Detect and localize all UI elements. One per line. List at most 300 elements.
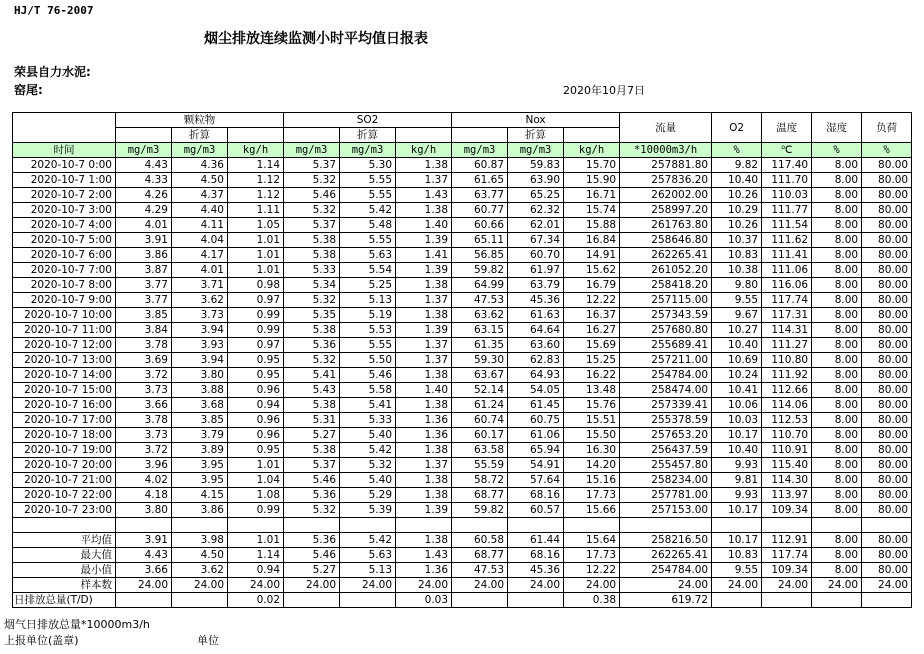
value-cell: 63.67 <box>452 368 508 383</box>
hourly-row-label: 2020-10-7 4:00 <box>13 218 116 233</box>
value-cell: 80.00 <box>862 308 912 323</box>
hourly-row-label: 2020-10-7 5:00 <box>13 233 116 248</box>
value-cell: 8.00 <box>812 218 862 233</box>
value-cell: 10.41 <box>712 383 762 398</box>
empty-cell <box>862 593 912 608</box>
value-cell: 4.43 <box>116 158 172 173</box>
hourly-row-label: 2020-10-7 18:00 <box>13 428 116 443</box>
empty-cell <box>862 518 912 533</box>
hourly-row <box>13 488 912 503</box>
value-cell: 5.31 <box>284 413 340 428</box>
empty-cell <box>508 518 564 533</box>
value-cell: 257781.00 <box>620 488 712 503</box>
value-cell: 3.85 <box>116 308 172 323</box>
value-cell: 10.83 <box>712 548 762 563</box>
so2-blank <box>284 128 340 143</box>
summary-row-label: 最小值 <box>13 563 116 578</box>
value-cell: 5.32 <box>284 293 340 308</box>
hourly-row-label: 2020-10-7 17:00 <box>13 413 116 428</box>
empty-cell <box>712 593 762 608</box>
value-cell: 5.34 <box>284 278 340 293</box>
value-cell: 15.70 <box>564 158 620 173</box>
value-cell: 80.00 <box>862 473 912 488</box>
load-header: 负荷 <box>862 113 912 143</box>
value-cell: 1.11 <box>228 203 284 218</box>
value-cell: 8.00 <box>812 413 862 428</box>
value-cell: 255689.41 <box>620 338 712 353</box>
empty-cell <box>116 593 172 608</box>
value-cell: 10.27 <box>712 323 762 338</box>
value-cell: 3.77 <box>116 293 172 308</box>
value-cell: 5.63 <box>340 548 396 563</box>
value-cell: 0.97 <box>228 293 284 308</box>
unit-cell: mg/m3 <box>284 143 340 158</box>
value-cell: 5.38 <box>284 323 340 338</box>
empty-cell <box>340 593 396 608</box>
value-cell: 63.58 <box>452 443 508 458</box>
nox-blank <box>452 128 508 143</box>
value-cell: 111.77 <box>762 203 812 218</box>
value-cell: 1.37 <box>396 338 452 353</box>
value-cell: 80.00 <box>862 278 912 293</box>
value-cell: 80.00 <box>862 503 912 518</box>
empty-cell <box>396 518 452 533</box>
value-cell: 80.00 <box>862 368 912 383</box>
empty-cell <box>284 593 340 608</box>
summary-row <box>13 533 912 548</box>
value-cell: 80.00 <box>862 293 912 308</box>
hourly-row <box>13 248 912 263</box>
value-cell: 10.17 <box>712 533 762 548</box>
value-cell: 5.46 <box>340 368 396 383</box>
hourly-row-label: 2020-10-7 21:00 <box>13 473 116 488</box>
unit-cell: kg/h <box>228 143 284 158</box>
value-cell: 24.00 <box>172 578 228 593</box>
value-cell: 10.26 <box>712 188 762 203</box>
value-cell: 9.80 <box>712 278 762 293</box>
value-cell: 110.70 <box>762 428 812 443</box>
value-cell: 1.14 <box>228 158 284 173</box>
value-cell: 258234.00 <box>620 473 712 488</box>
value-cell: 1.38 <box>396 398 452 413</box>
value-cell: 1.39 <box>396 323 452 338</box>
value-cell: 3.86 <box>172 503 228 518</box>
value-cell: 1.36 <box>396 563 452 578</box>
value-cell: 0.99 <box>228 503 284 518</box>
value-cell: 8.00 <box>812 488 862 503</box>
empty-cell <box>340 518 396 533</box>
value-cell: 24.00 <box>116 578 172 593</box>
value-cell: 8.00 <box>812 308 862 323</box>
value-cell: 67.34 <box>508 233 564 248</box>
hourly-row <box>13 473 912 488</box>
value-cell: 1.38 <box>396 473 452 488</box>
value-cell: 1.01 <box>228 533 284 548</box>
company-name: 荣县自力水泥: <box>14 65 91 79</box>
value-cell: 45.36 <box>508 293 564 308</box>
value-cell: 109.34 <box>762 503 812 518</box>
value-cell: 10.83 <box>712 248 762 263</box>
value-cell: 114.30 <box>762 473 812 488</box>
value-cell: 15.66 <box>564 503 620 518</box>
value-cell: 257653.20 <box>620 428 712 443</box>
value-cell: 16.30 <box>564 443 620 458</box>
so2-header: SO2 <box>284 113 452 128</box>
report-date: 2020年10月7日 <box>563 84 645 97</box>
value-cell: 80.00 <box>862 443 912 458</box>
value-cell: 8.00 <box>812 248 862 263</box>
empty-cell <box>116 518 172 533</box>
hourly-row-label: 2020-10-7 19:00 <box>13 443 116 458</box>
hourly-row-label: 2020-10-7 16:00 <box>13 398 116 413</box>
unit-cell: mg/m3 <box>172 143 228 158</box>
empty-cell <box>284 518 340 533</box>
value-cell: 80.00 <box>862 203 912 218</box>
value-cell: 1.38 <box>396 203 452 218</box>
value-cell: 60.75 <box>508 413 564 428</box>
value-cell: 17.73 <box>564 548 620 563</box>
value-cell: 4.29 <box>116 203 172 218</box>
value-cell: 15.50 <box>564 428 620 443</box>
value-cell: 59.30 <box>452 353 508 368</box>
value-cell: 3.73 <box>172 308 228 323</box>
value-cell: 1.39 <box>396 263 452 278</box>
value-cell: 47.53 <box>452 293 508 308</box>
value-cell: 80.00 <box>862 248 912 263</box>
value-cell: 15.16 <box>564 473 620 488</box>
value-cell: 5.38 <box>284 398 340 413</box>
value-cell: 24.00 <box>862 578 912 593</box>
summary-row-label: 样本数 <box>13 578 116 593</box>
value-cell: 3.95 <box>172 473 228 488</box>
value-cell: 24.00 <box>564 578 620 593</box>
value-cell: 257680.80 <box>620 323 712 338</box>
value-cell: 9.67 <box>712 308 762 323</box>
value-cell: 61.97 <box>508 263 564 278</box>
hourly-row <box>13 158 912 173</box>
value-cell: 8.00 <box>812 188 862 203</box>
summary-row-label: 平均值 <box>13 533 116 548</box>
hourly-row-label: 2020-10-7 0:00 <box>13 158 116 173</box>
value-cell: 62.83 <box>508 353 564 368</box>
value-cell: 8.00 <box>812 548 862 563</box>
value-cell: 58.72 <box>452 473 508 488</box>
summary-row-label: 最大值 <box>13 548 116 563</box>
value-cell: 9.93 <box>712 458 762 473</box>
temperature-header: 温度 <box>762 113 812 143</box>
hourly-row-label: 2020-10-7 15:00 <box>13 383 116 398</box>
value-cell: 4.01 <box>172 263 228 278</box>
value-cell: 3.73 <box>116 428 172 443</box>
hourly-row <box>13 353 912 368</box>
value-cell: 80.00 <box>862 563 912 578</box>
daily-total-row <box>13 593 912 608</box>
value-cell: 1.14 <box>228 548 284 563</box>
value-cell: 4.15 <box>172 488 228 503</box>
value-cell: 24.00 <box>712 578 762 593</box>
value-cell: 0.94 <box>228 398 284 413</box>
value-cell: 4.04 <box>172 233 228 248</box>
value-cell: 257115.00 <box>620 293 712 308</box>
empty-header-cell <box>13 113 116 143</box>
value-cell: 5.42 <box>340 203 396 218</box>
daily-total-value: 0.38 <box>564 593 620 608</box>
value-cell: 5.36 <box>284 488 340 503</box>
value-cell: 3.85 <box>172 413 228 428</box>
value-cell: 4.40 <box>172 203 228 218</box>
summary-row <box>13 578 912 593</box>
value-cell: 111.62 <box>762 233 812 248</box>
value-cell: 60.74 <box>452 413 508 428</box>
value-cell: 16.79 <box>564 278 620 293</box>
value-cell: 114.31 <box>762 323 812 338</box>
value-cell: 5.39 <box>340 503 396 518</box>
value-cell: 15.25 <box>564 353 620 368</box>
value-cell: 1.38 <box>396 308 452 323</box>
value-cell: 15.64 <box>564 533 620 548</box>
value-cell: 61.65 <box>452 173 508 188</box>
value-cell: 5.29 <box>340 488 396 503</box>
particulate-blank <box>116 128 172 143</box>
value-cell: 257153.00 <box>620 503 712 518</box>
value-cell: 8.00 <box>812 443 862 458</box>
value-cell: 111.92 <box>762 368 812 383</box>
hourly-row <box>13 308 912 323</box>
value-cell: 15.90 <box>564 173 620 188</box>
value-cell: 16.37 <box>564 308 620 323</box>
value-cell: 60.17 <box>452 428 508 443</box>
value-cell: 1.04 <box>228 473 284 488</box>
hourly-row-label: 2020-10-7 6:00 <box>13 248 116 263</box>
value-cell: 59.83 <box>508 158 564 173</box>
value-cell: 8.00 <box>812 263 862 278</box>
value-cell: 4.26 <box>116 188 172 203</box>
value-cell: 3.80 <box>172 368 228 383</box>
value-cell: 10.38 <box>712 263 762 278</box>
empty-cell <box>564 518 620 533</box>
value-cell: 24.00 <box>762 578 812 593</box>
value-cell: 3.98 <box>172 533 228 548</box>
value-cell: 1.38 <box>396 158 452 173</box>
value-cell: 56.85 <box>452 248 508 263</box>
value-cell: 4.01 <box>116 218 172 233</box>
value-cell: 24.00 <box>396 578 452 593</box>
unit-cell: mg/m3 <box>452 143 508 158</box>
value-cell: 10.26 <box>712 218 762 233</box>
value-cell: 3.88 <box>172 383 228 398</box>
value-cell: 68.16 <box>508 488 564 503</box>
value-cell: 64.99 <box>452 278 508 293</box>
value-cell: 1.36 <box>396 413 452 428</box>
so2-blank-2 <box>396 128 452 143</box>
value-cell: 111.54 <box>762 218 812 233</box>
hourly-row-label: 2020-10-7 13:00 <box>13 353 116 368</box>
value-cell: 1.38 <box>396 488 452 503</box>
value-cell: 3.62 <box>172 293 228 308</box>
o2-header: O2 <box>712 113 762 143</box>
value-cell: 1.01 <box>228 233 284 248</box>
value-cell: 5.36 <box>284 338 340 353</box>
value-cell: 10.69 <box>712 353 762 368</box>
value-cell: 5.32 <box>284 203 340 218</box>
hourly-row <box>13 173 912 188</box>
value-cell: 3.93 <box>172 338 228 353</box>
value-cell: 5.37 <box>284 158 340 173</box>
value-cell: 9.81 <box>712 473 762 488</box>
value-cell: 258997.20 <box>620 203 712 218</box>
flue-gas-total-label: 烟气日排放总量*10000m3/h <box>4 618 150 631</box>
value-cell: 1.37 <box>396 353 452 368</box>
value-cell: 3.95 <box>172 458 228 473</box>
value-cell: 60.66 <box>452 218 508 233</box>
value-cell: 64.93 <box>508 368 564 383</box>
hourly-row-label: 2020-10-7 23:00 <box>13 503 116 518</box>
hourly-row <box>13 218 912 233</box>
value-cell: 5.43 <box>284 383 340 398</box>
value-cell: 3.77 <box>116 278 172 293</box>
value-cell: 261052.20 <box>620 263 712 278</box>
value-cell: 257881.80 <box>620 158 712 173</box>
value-cell: 1.43 <box>396 188 452 203</box>
value-cell: 5.27 <box>284 563 340 578</box>
value-cell: 3.91 <box>116 533 172 548</box>
value-cell: 68.77 <box>452 488 508 503</box>
hourly-row-label: 2020-10-7 3:00 <box>13 203 116 218</box>
value-cell: 5.58 <box>340 383 396 398</box>
value-cell: 5.37 <box>284 458 340 473</box>
value-cell: 63.79 <box>508 278 564 293</box>
value-cell: 16.27 <box>564 323 620 338</box>
value-cell: 115.40 <box>762 458 812 473</box>
value-cell: 1.38 <box>396 278 452 293</box>
value-cell: 261763.80 <box>620 218 712 233</box>
value-cell: 0.99 <box>228 323 284 338</box>
unit-cell: % <box>862 143 912 158</box>
value-cell: 8.00 <box>812 563 862 578</box>
value-cell: 61.35 <box>452 338 508 353</box>
value-cell: 5.55 <box>340 233 396 248</box>
value-cell: 8.00 <box>812 203 862 218</box>
value-cell: 3.87 <box>116 263 172 278</box>
value-cell: 9.82 <box>712 158 762 173</box>
value-cell: 62.32 <box>508 203 564 218</box>
value-cell: 1.37 <box>396 458 452 473</box>
value-cell: 8.00 <box>812 473 862 488</box>
value-cell: 64.64 <box>508 323 564 338</box>
nox-header: Nox <box>452 113 620 128</box>
value-cell: 5.32 <box>284 173 340 188</box>
hourly-row <box>13 443 912 458</box>
value-cell: 117.74 <box>762 548 812 563</box>
value-cell: 1.39 <box>396 233 452 248</box>
value-cell: 1.39 <box>396 503 452 518</box>
value-cell: 0.97 <box>228 338 284 353</box>
value-cell: 258474.00 <box>620 383 712 398</box>
value-cell: 4.11 <box>172 218 228 233</box>
value-cell: 60.70 <box>508 248 564 263</box>
unit-cell: kg/h <box>564 143 620 158</box>
value-cell: 0.96 <box>228 428 284 443</box>
empty-cell <box>508 593 564 608</box>
value-cell: 1.05 <box>228 218 284 233</box>
daily-total-value: 0.02 <box>228 593 284 608</box>
value-cell: 254784.00 <box>620 563 712 578</box>
value-cell: 262265.41 <box>620 548 712 563</box>
value-cell: 1.01 <box>228 263 284 278</box>
empty-cell <box>13 518 116 533</box>
hourly-row <box>13 458 912 473</box>
value-cell: 8.00 <box>812 338 862 353</box>
value-cell: 1.38 <box>396 533 452 548</box>
value-cell: 5.38 <box>284 443 340 458</box>
value-cell: 65.25 <box>508 188 564 203</box>
summary-row <box>13 563 912 578</box>
value-cell: 15.51 <box>564 413 620 428</box>
value-cell: 112.91 <box>762 533 812 548</box>
hourly-row <box>13 188 912 203</box>
value-cell: 10.40 <box>712 338 762 353</box>
value-cell: 1.01 <box>228 458 284 473</box>
report-table <box>12 112 912 608</box>
value-cell: 60.87 <box>452 158 508 173</box>
value-cell: 0.94 <box>228 563 284 578</box>
value-cell: 117.40 <box>762 158 812 173</box>
value-cell: 16.84 <box>564 233 620 248</box>
value-cell: 80.00 <box>862 458 912 473</box>
value-cell: 9.55 <box>712 563 762 578</box>
value-cell: 80.00 <box>862 398 912 413</box>
value-cell: 55.59 <box>452 458 508 473</box>
value-cell: 257836.20 <box>620 173 712 188</box>
value-cell: 110.80 <box>762 353 812 368</box>
report-title: 烟尘排放连续监测小时平均值日报表 <box>204 31 428 47</box>
value-cell: 1.01 <box>228 248 284 263</box>
value-cell: 3.66 <box>116 398 172 413</box>
value-cell: 8.00 <box>812 398 862 413</box>
nox-converted-header: 折算 <box>508 128 564 143</box>
particulate-converted-header: 折算 <box>172 128 228 143</box>
value-cell: 5.30 <box>340 158 396 173</box>
value-cell: 109.34 <box>762 563 812 578</box>
value-cell: 258646.80 <box>620 233 712 248</box>
value-cell: 111.70 <box>762 173 812 188</box>
hourly-row <box>13 428 912 443</box>
hourly-row-label: 2020-10-7 9:00 <box>13 293 116 308</box>
value-cell: 8.00 <box>812 503 862 518</box>
empty-cell <box>172 518 228 533</box>
value-cell: 255457.80 <box>620 458 712 473</box>
unit-label: 单位 <box>197 634 219 647</box>
value-cell: 60.57 <box>508 503 564 518</box>
value-cell: 110.03 <box>762 188 812 203</box>
value-cell: 24.00 <box>620 578 712 593</box>
value-cell: 5.54 <box>340 263 396 278</box>
value-cell: 24.00 <box>452 578 508 593</box>
value-cell: 3.71 <box>172 278 228 293</box>
hourly-row-label: 2020-10-7 7:00 <box>13 263 116 278</box>
value-cell: 5.63 <box>340 248 396 263</box>
value-cell: 5.46 <box>284 188 340 203</box>
value-cell: 117.74 <box>762 293 812 308</box>
value-cell: 24.00 <box>228 578 284 593</box>
value-cell: 15.88 <box>564 218 620 233</box>
hourly-row-label: 2020-10-7 22:00 <box>13 488 116 503</box>
value-cell: 0.95 <box>228 353 284 368</box>
value-cell: 1.40 <box>396 218 452 233</box>
value-cell: 0.96 <box>228 383 284 398</box>
value-cell: 5.55 <box>340 338 396 353</box>
value-cell: 24.00 <box>284 578 340 593</box>
